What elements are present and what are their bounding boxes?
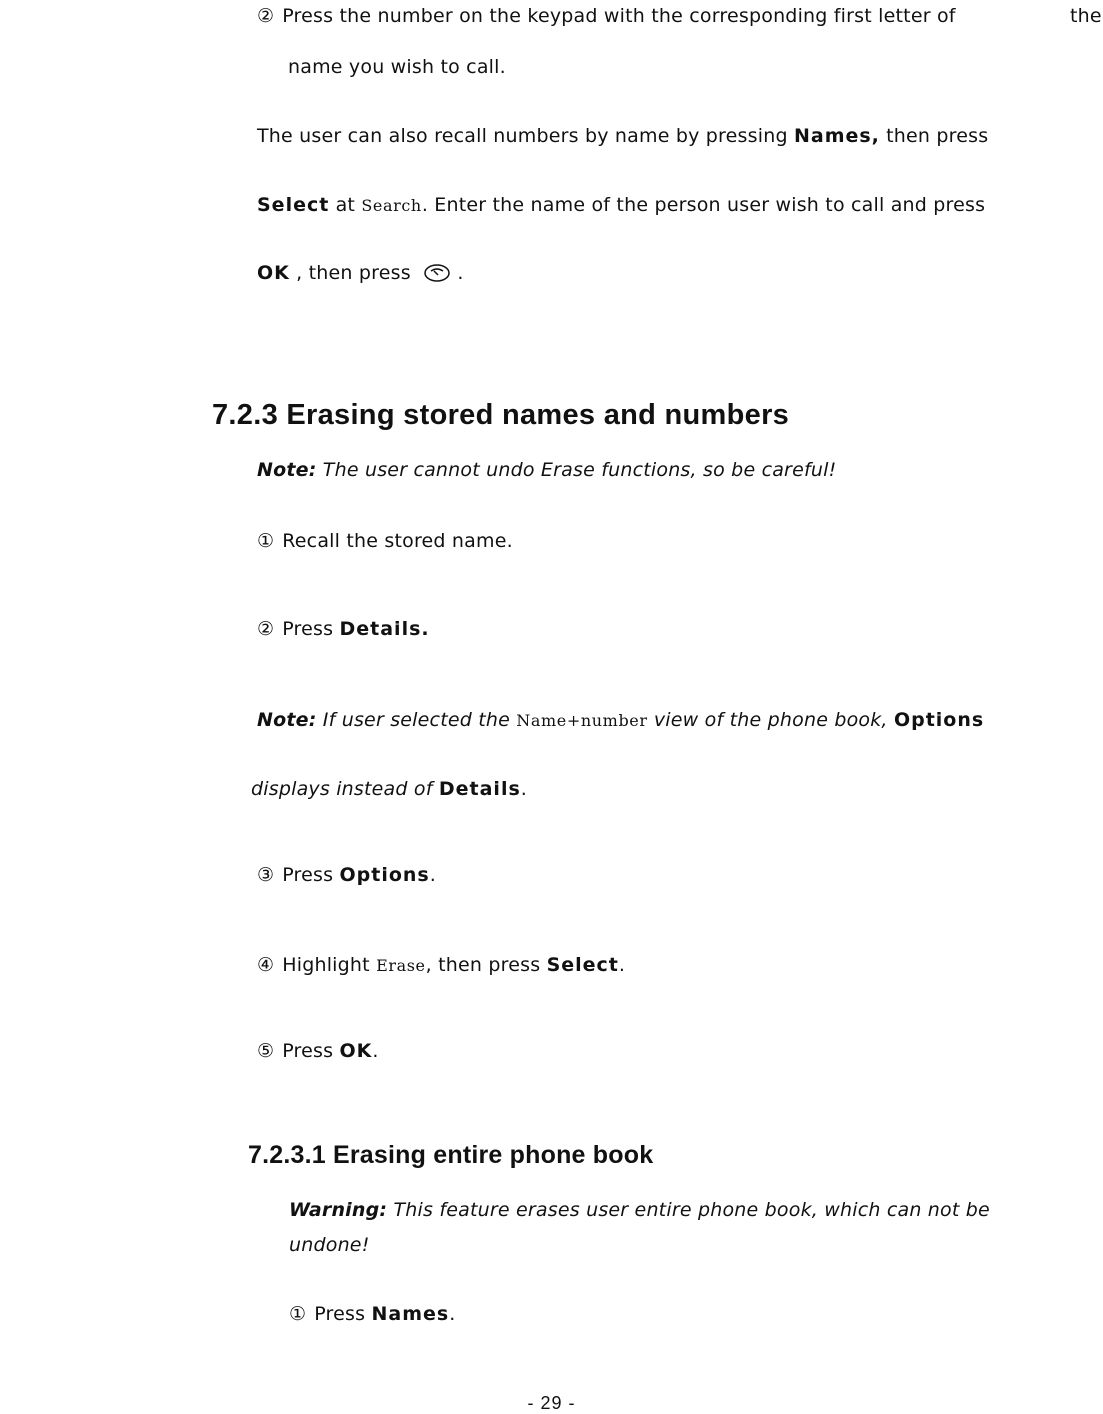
step-text: Recall the stored name. — [282, 530, 513, 552]
bold-options: Options — [893, 709, 985, 731]
period: . — [618, 954, 626, 976]
call-key-icon — [423, 263, 451, 283]
note-text: view of the phone book, — [653, 709, 888, 731]
step-marker: ② — [257, 618, 275, 640]
step2-line1 — [257, 4, 956, 28]
step-text: , then press — [425, 954, 541, 976]
step-marker: ③ — [257, 864, 275, 886]
step-recall — [257, 529, 513, 553]
step-text: Press — [282, 864, 334, 886]
period: . — [449, 1303, 456, 1325]
text-run: . — [457, 262, 464, 284]
step2-line1-tail: the — [1070, 5, 1102, 27]
step-marker: ① — [257, 530, 275, 552]
step2-line2: name you wish to call. — [288, 56, 506, 78]
step-marker: ① — [289, 1303, 307, 1325]
step-text: Press the number on the keypad with the corresponding first letter of — [282, 5, 956, 27]
warning-text: This feature erases user entire phone book, which can not be — [393, 1199, 990, 1221]
step-marker: ② — [257, 5, 275, 27]
step-options — [257, 863, 436, 887]
recall-line3 — [257, 261, 464, 285]
note-text: displays instead of — [251, 778, 433, 800]
step-text: Highlight — [282, 954, 370, 976]
recall-line1 — [257, 124, 988, 148]
step-text: Press — [282, 618, 334, 640]
step-press-names — [289, 1302, 455, 1326]
warning-line1 — [289, 1198, 990, 1222]
warning-label: Warning: — [289, 1199, 388, 1221]
recall-line2 — [257, 193, 985, 218]
note-label: Note: — [257, 459, 317, 481]
step-press-ok — [257, 1039, 379, 1063]
step-text: Press — [282, 1040, 334, 1062]
bold-select: Select — [257, 194, 330, 216]
note-erase — [257, 458, 836, 482]
page-number: - 29 - — [527, 1393, 576, 1413]
bold-ok: OK — [339, 1040, 373, 1062]
bold-names: Names, — [793, 125, 880, 147]
note-text: The user cannot undo Erase functions, so be careful! — [322, 459, 837, 481]
step-marker: ④ — [257, 954, 275, 976]
note-name-number-line2 — [251, 777, 527, 801]
text-run: , then press — [296, 262, 411, 284]
step-details — [257, 617, 430, 641]
period: . — [372, 1040, 379, 1062]
bold-select: Select — [546, 954, 619, 976]
text-run: The user can also recall numbers by name by pressing — [257, 125, 788, 147]
bold-ok: OK — [257, 262, 290, 284]
section-heading-7-2-3-1: 7.2.3.1 Erasing entire phone book — [248, 1141, 654, 1169]
bold-options: Options — [339, 864, 430, 886]
note-text: If user selected the — [322, 709, 511, 731]
note-label: Note: — [257, 709, 317, 731]
period: . — [520, 778, 528, 800]
step-highlight-erase — [257, 953, 625, 978]
bold-details: Details. — [339, 618, 430, 640]
warning-line2: undone! — [289, 1234, 370, 1256]
section-heading-7-2-3: 7.2.3 Erasing stored names and numbers — [212, 399, 790, 431]
period: . — [429, 864, 436, 886]
text-run: then press — [886, 125, 989, 147]
note-name-number — [257, 708, 984, 733]
mono-name-number: Name+number — [516, 711, 648, 730]
step-marker: ⑤ — [257, 1040, 275, 1062]
step-text: Press — [314, 1303, 366, 1325]
mono-erase: Erase — [376, 956, 426, 975]
mono-search: Search — [361, 196, 422, 215]
bold-names: Names — [371, 1303, 450, 1325]
text-run: at — [335, 194, 356, 216]
text-run: . Enter the name of the person user wish to call and press — [421, 194, 986, 216]
bold-details: Details — [438, 778, 521, 800]
